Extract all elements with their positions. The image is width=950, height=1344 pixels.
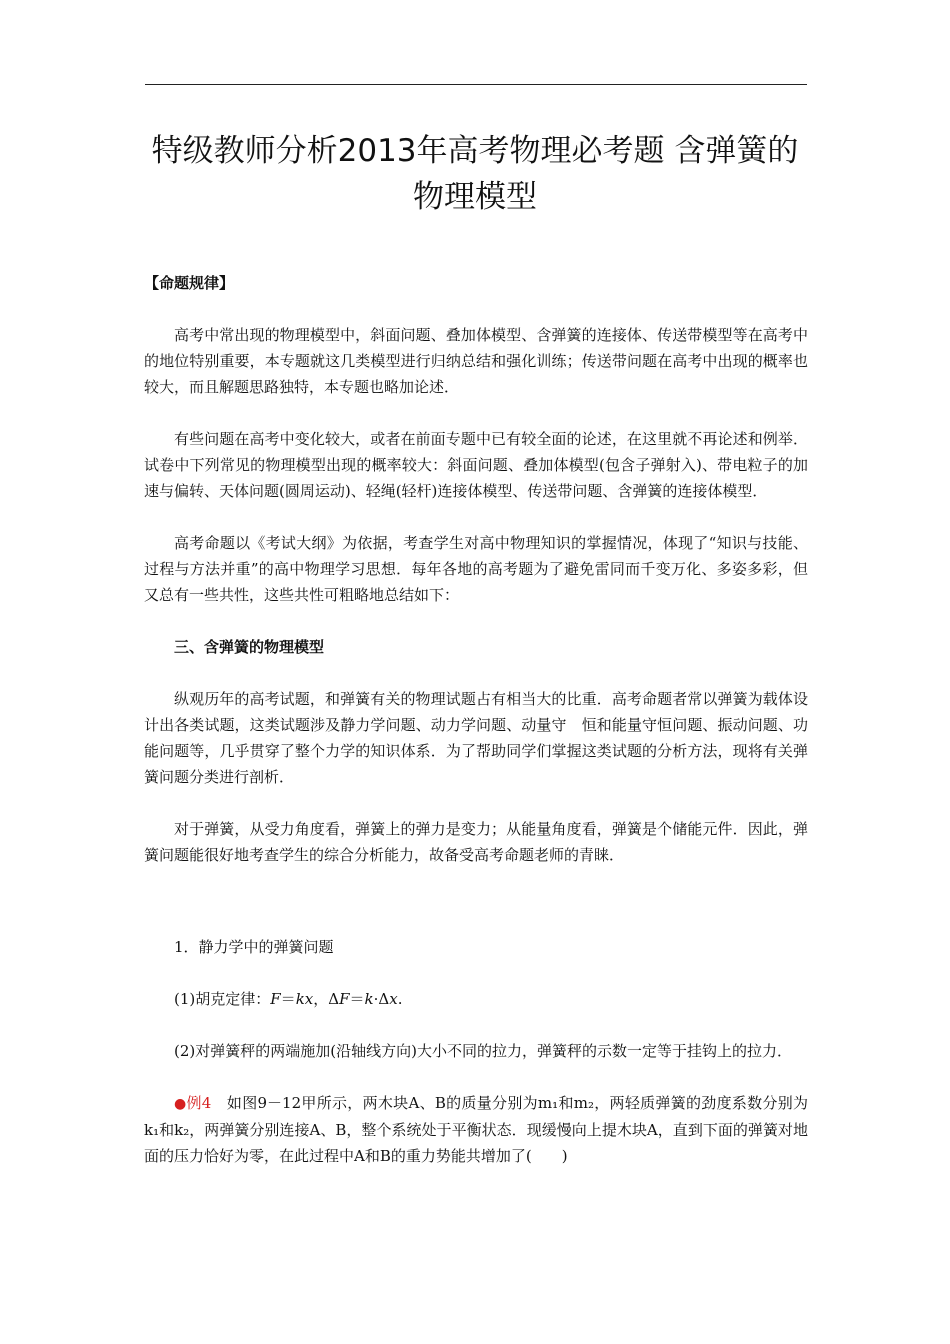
paragraph-2: 有些问题在高考中变化较大，或者在前面专题中已有较全面的论述，在这里就不再论述和例举．试卷中下列常见的物理模型出现的概率较大：斜面问题、叠加体模型(包含子弹射入)、带电粒子的加速与偏转、天体问题(圆周运动)、轻绳(轻杆)连接体模型、传送带问题、含弹簧的连接体模型．: [144, 430, 808, 500]
example-text: 如图9－12甲所示，两木块A、B的质量分别为m₁和m₂，两轻质弹簧的劲度系数分别为k₁和k₂，两弹簧分别连接A、B，整个系统处于平衡状态．现缓慢向上提木块A，直到下面的弹簧对地面的压力恰好为零，在此过程中A和B的重力势能共增加了( ): [144, 1094, 809, 1165]
formula-period: .: [397, 990, 403, 1008]
paragraph-1: 高考中常出现的物理模型中，斜面问题、叠加体模型、含弹簧的连接体、传送带模型等在高考中的地位特别重要，本专题就这几类模型进行归纳总结和强化训练；传送带问题在高考中出现的概率也较大，而且解题思路独特，本专题也略加论述．: [144, 326, 808, 396]
title-line-1: 特级教师分析2013年高考物理必考题 含弹簧的: [151, 133, 799, 169]
document-title: [120, 128, 830, 220]
paragraph-4: 纵观历年的高考试题，和弹簧有关的物理试题占有相当大的比重．高考命题者常以弹簧为载体设计出各类试题，这类试题涉及静力学问题、动力学问题、动量守 恒和能量守恒问题、振动问题、功能问题等，几乎贯穿了整个力学的知识体系．为了帮助同学们掌握这类试题的分析方法，现将有关弹簧问题分类进行剖析．: [144, 690, 808, 786]
formula-kx: kx: [295, 990, 314, 1008]
formula-f: F: [270, 990, 281, 1008]
formula-eq: ＝: [280, 990, 296, 1008]
top-rule: [145, 84, 807, 85]
formula-k: k: [364, 990, 374, 1008]
paragraph-5: 对于弹簧，从受力角度看，弹簧上的弹力是变力；从能量角度看，弹簧是个储能元件．因此，弹簧问题能很好地考查学生的综合分析能力，故备受高考命题老师的青睐．: [144, 820, 808, 864]
formula-delta: ，Δ: [313, 990, 340, 1008]
example-label: 例4: [186, 1094, 212, 1112]
paragraph-3: 高考命题以《考试大纲》为依据，考查学生对高中物理知识的掌握情况，体现了“知识与技能、过程与方法并重”的高中物理学习思想．每年各地的高考题为了避免雷同而千变万化、多姿多彩，但又总有一些共性，这些共性可粗略地总结如下：: [144, 534, 808, 604]
item-1-heading: 1．静力学中的弹簧问题: [174, 938, 334, 956]
section-heading-3: 三、含弹簧的物理模型: [174, 638, 325, 656]
item-1-2: (2)对弹簧秤的两端施加(沿轴线方向)大小不同的拉力，弹簧秤的示数一定等于挂钩上的拉力．: [174, 1042, 792, 1060]
heading-rule: 【命题规律】: [144, 274, 235, 292]
formula-f2: F: [339, 990, 350, 1008]
item-1-1-prefix: (1)胡克定律：: [174, 990, 271, 1008]
bullet-dot-icon: ●: [174, 1096, 187, 1112]
title-line-2: 物理模型: [413, 179, 537, 215]
formula-dot-delta: ·Δ: [373, 990, 390, 1008]
formula-eq2: ＝: [349, 990, 365, 1008]
item-1-1-hooke-law: [144, 986, 808, 1012]
formula-x: x: [389, 990, 398, 1008]
document-body: [144, 270, 808, 1169]
example-4: [144, 1090, 808, 1169]
